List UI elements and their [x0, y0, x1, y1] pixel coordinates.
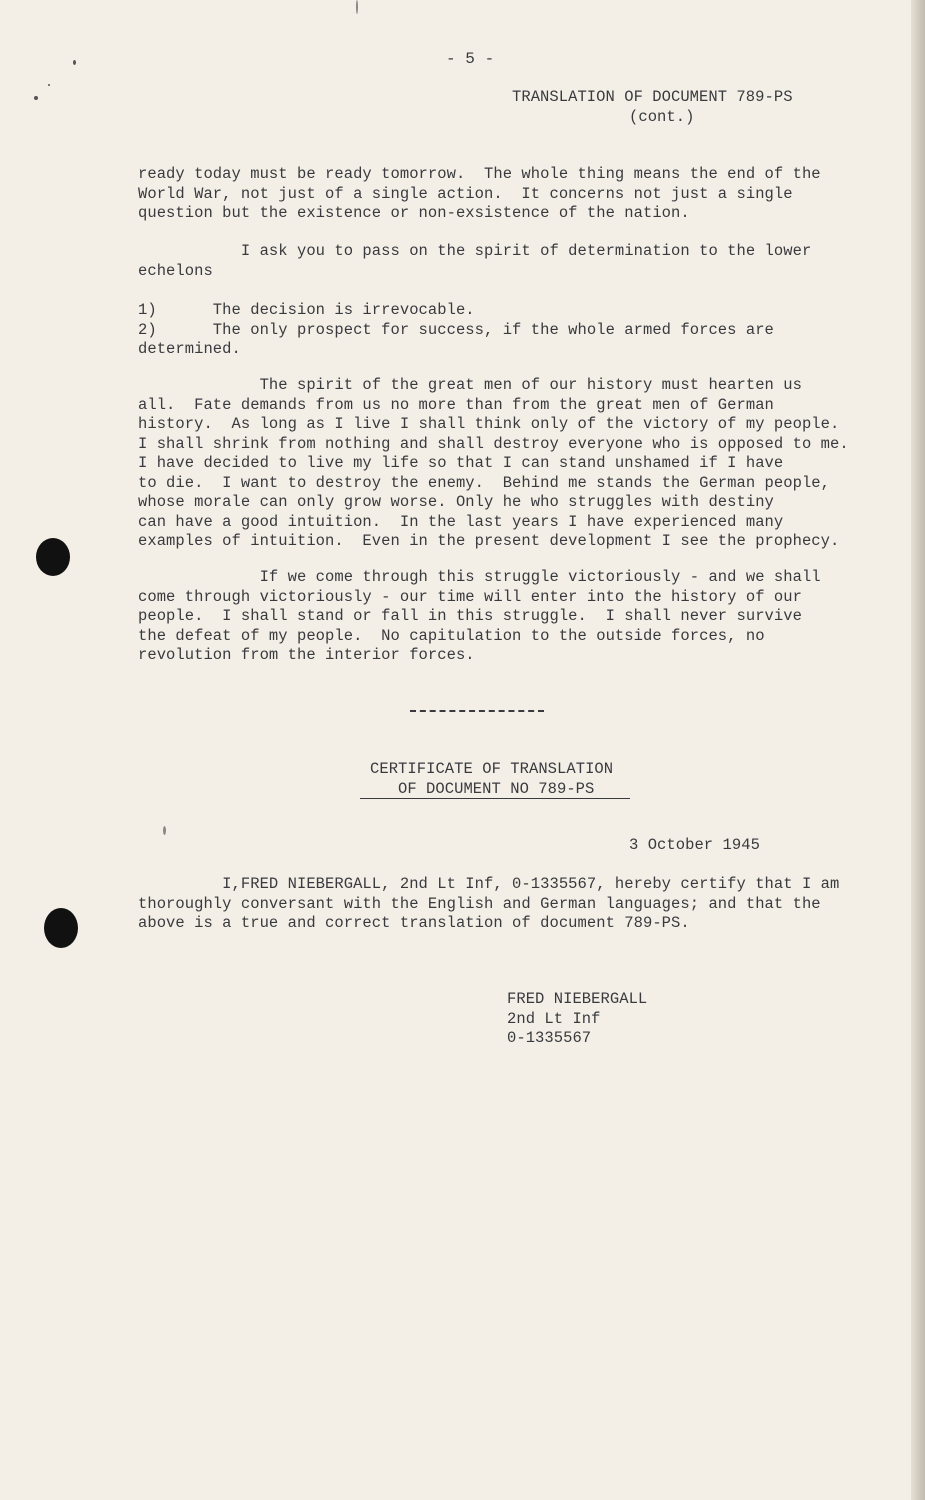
- page-edge-shadow: [911, 0, 925, 1500]
- body-paragraph-3: The spirit of the great men of our history must hearten us all. Fate demands from us no more than from the great men of German history. As long as I live I shall think only of the victory of my people. I shall shrink from nothing and shall destroy everyone who is opposed to me. I have decided to live my life so that I can stand unshamed if I have to die. I want to destroy the enemy. Behind me stands the German people, whose morale can only grow worse. Only he who struggles with destiny can have a good intuition. In the last years I have experienced many examples of intuition. Even in the present development I see the prophecy.: [138, 376, 849, 550]
- section-separator: [410, 710, 544, 712]
- paper-speck: [356, 0, 358, 14]
- document-header-continued: (cont.): [629, 108, 695, 126]
- paper-speck: [73, 60, 76, 65]
- paper-speck: [34, 96, 38, 100]
- certificate-title: CERTIFICATE OF TRANSLATION: [370, 760, 614, 778]
- punch-hole-upper: [36, 538, 70, 576]
- page-number: - 5 -: [446, 50, 495, 68]
- body-paragraph-1: ready today must be ready tomorrow. The whole thing means the end of the World War, not just of a single action. It concerns not just a single question but the existence or non-exsistence of the nation.: [138, 165, 821, 222]
- body-paragraph-4: If we come through this struggle victoriously - and we shall come through victoriously - our time will enter into the history of our people. I shall stand or fall in this struggle. I shall never survive the defeat of my people. No capitulation to the outside forces, no revolution from the interior forces.: [138, 568, 821, 664]
- certificate-date: 3 October 1945: [629, 836, 760, 854]
- certificate-statement: I,FRED NIEBERGALL, 2nd Lt Inf, 0-1335567, hereby certify that I am thoroughly conversant with the English and German languages; and that the above is a true and correct translation of document 789-PS.: [138, 875, 840, 932]
- body-paragraph-2: I ask you to pass on the spirit of determination to the lower echelons: [138, 242, 812, 280]
- document-header-title: TRANSLATION OF DOCUMENT 789-PS: [512, 88, 793, 106]
- numbered-list: 1) The decision is irrevocable. 2) The only prospect for success, if the whole armed forces are determined.: [138, 301, 774, 358]
- signature-block: FRED NIEBERGALL 2nd Lt Inf 0-1335567: [507, 990, 648, 1047]
- paper-speck: [48, 84, 50, 86]
- paper-speck: [163, 826, 166, 835]
- certificate-document-number: OF DOCUMENT NO 789-PS: [398, 780, 595, 798]
- punch-hole-lower: [44, 908, 78, 948]
- certificate-underline: [360, 798, 630, 799]
